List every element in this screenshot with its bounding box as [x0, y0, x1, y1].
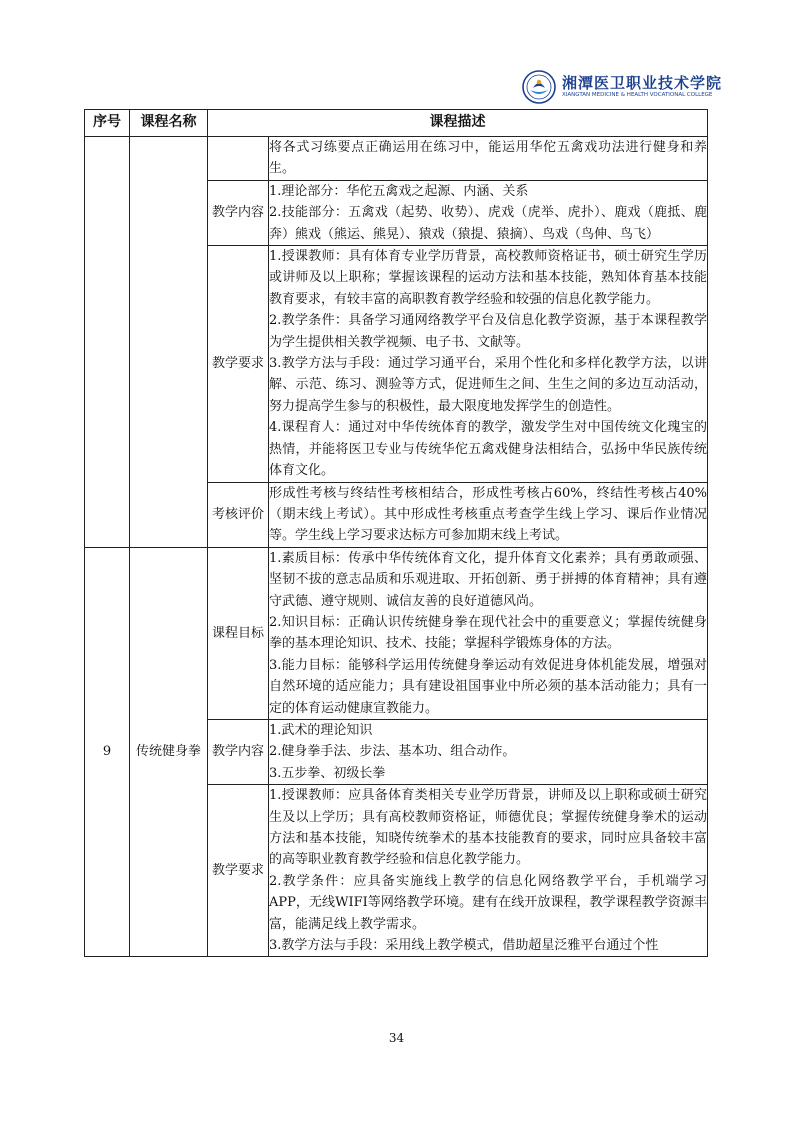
list-item: 2.健身拳手法、步法、基本功、组合动作。	[269, 744, 516, 760]
course8-requirements-label: 教学要求	[208, 246, 269, 482]
course9-name: 传统健身拳	[130, 547, 208, 957]
list-item: 2.知识目标：正确认识传统健身拳在现代社会中的重要意义；掌握传统健身拳的基本理论知识、技术、技能；掌握科学锻炼身体的方法。	[269, 614, 707, 652]
page-number: 34	[388, 1031, 405, 1045]
list-item: 2.教学条件：应具备实施线上教学的信息化网络教学平台，手机端学习APP，无线WIFI等网络教学环境。建有在线开放课程，教学课程教学资源丰富，能满足线上教学需求。	[269, 873, 707, 932]
table-row	[85, 137, 708, 181]
list-item: 1.素质目标：传承中华传统体育文化，提升体育文化素养；具有勇敢顽强、坚韧不拔的意志品质和乐观进取、开拓创新、勇于拼搏的体育精神；具有遵守武德、遵守规则、诚信友善的良好道德风尚。	[269, 550, 707, 609]
list-item: 4.课程育人：通过对中华传统体育的教学，激发学生对中国传统文化瑰宝的热情，并能将医卫专业与传统华佗五禽戏健身法相结合，弘扬中华民族传统体育文化。	[269, 420, 707, 479]
logo-text-en: XIANGTAN MEDICINE & HEALTH VOCATIONAL COLLEGE	[562, 92, 713, 98]
table-row	[85, 547, 708, 719]
list-item: 1.授课教师：具有体育专业学历背景，高校教师资格证书，硕士研究生学历或讲师及以上职称；掌握该课程的运动方法和基本技能，熟知体育基本技能教育要求，有较丰富的高职教育教学经验和较强的信息化教学能力。	[269, 249, 707, 307]
course8-content	[269, 180, 708, 245]
list-item: 3.五步拳、初级长拳	[269, 765, 386, 781]
college-emblem-icon	[522, 70, 556, 104]
course8-intro-text: 将各式习练要点正确运用在练习中，能运用华佗五禽戏功法进行健身和养生。	[269, 140, 707, 177]
course8-intro-label-cell	[208, 137, 269, 181]
course8-requirements	[269, 246, 708, 482]
list-item: 1.武术的理论知识	[269, 722, 373, 738]
course-table	[84, 109, 708, 957]
course8-evaluation	[269, 482, 708, 547]
list-item: 2.技能部分：五禽戏（起势、收势）、虎戏（虎举、虎扑）、鹿戏（鹿抵、鹿奔）熊戏（熊运、熊晃）、猿戏（猿提、猿摘）、鸟戏（鸟伸、鸟飞）	[269, 205, 707, 242]
list-item: 3.能力目标：能够科学运用传统健身拳运动有效促进身体机能发展，增强对自然环境的适应能力；具有建设祖国事业中所必须的基本活动能力；具有一定的体育运动健康宣教能力。	[269, 657, 707, 716]
header-description: 课程描述	[208, 110, 708, 137]
course9-content-label: 教学内容	[208, 719, 269, 784]
course8-index-cell	[85, 137, 130, 548]
logo-text-cn: 湘潭医卫职业技术学院	[562, 74, 723, 92]
course9-goals	[269, 547, 708, 719]
course9-index: 9	[85, 547, 130, 957]
college-logo	[522, 70, 723, 110]
course9-requirements	[269, 785, 708, 957]
course8-evaluation-label: 考核评价	[208, 482, 269, 547]
list-item: 1.理论部分：华佗五禽戏之起源、内涵、关系	[269, 183, 529, 199]
course8-content-label: 教学内容	[208, 180, 269, 245]
table-header-row	[85, 110, 708, 137]
course9-requirements-label: 教学要求	[208, 785, 269, 957]
course8-evaluation-text: 形成性考核与终结性考核相结合，形成性考核占60%，终结性考核占40%（期末线上考试）。其中形成性考核重点考查学生线上学习、课后作业情况等。学生线上学习要求达标方可参加期末线上考试。	[269, 485, 707, 544]
header-course-name: 课程名称	[130, 110, 208, 137]
header-index: 序号	[85, 110, 130, 137]
list-item: 2.教学条件：具备学习通网络教学平台及信息化教学资源，基于本课程教学为学生提供相关教学视频、电子书、文献等。	[269, 313, 707, 350]
list-item: 1.授课教师：应具备体育类相关专业学历背景，讲师及以上职称或硕士研究生及以上学历；具有高校教师资格证，师德优良；掌握传统健身拳术的运动方法和基本技能，知晓传统拳术的基本技能教育的要求，同时应具备较丰富的高等职业教育教学经验和信息化教学能力。	[269, 788, 707, 868]
course8-name-cell	[130, 137, 208, 548]
course9-content	[269, 719, 708, 784]
list-item: 3.教学方法与手段：采用线上教学模式，借助超星泛雅平台通过个性	[269, 938, 659, 954]
list-item: 3.教学方法与手段：通过学习通平台，采用个性化和多样化教学方法，以讲解、示范、练习、测验等方式，促进师生之间、生生之间的多边互动活动，努力提高学生参与的积极性，最大限度地发挥学生的创造性。	[269, 356, 707, 414]
course8-intro	[269, 137, 708, 181]
course9-goals-label: 课程目标	[208, 547, 269, 719]
